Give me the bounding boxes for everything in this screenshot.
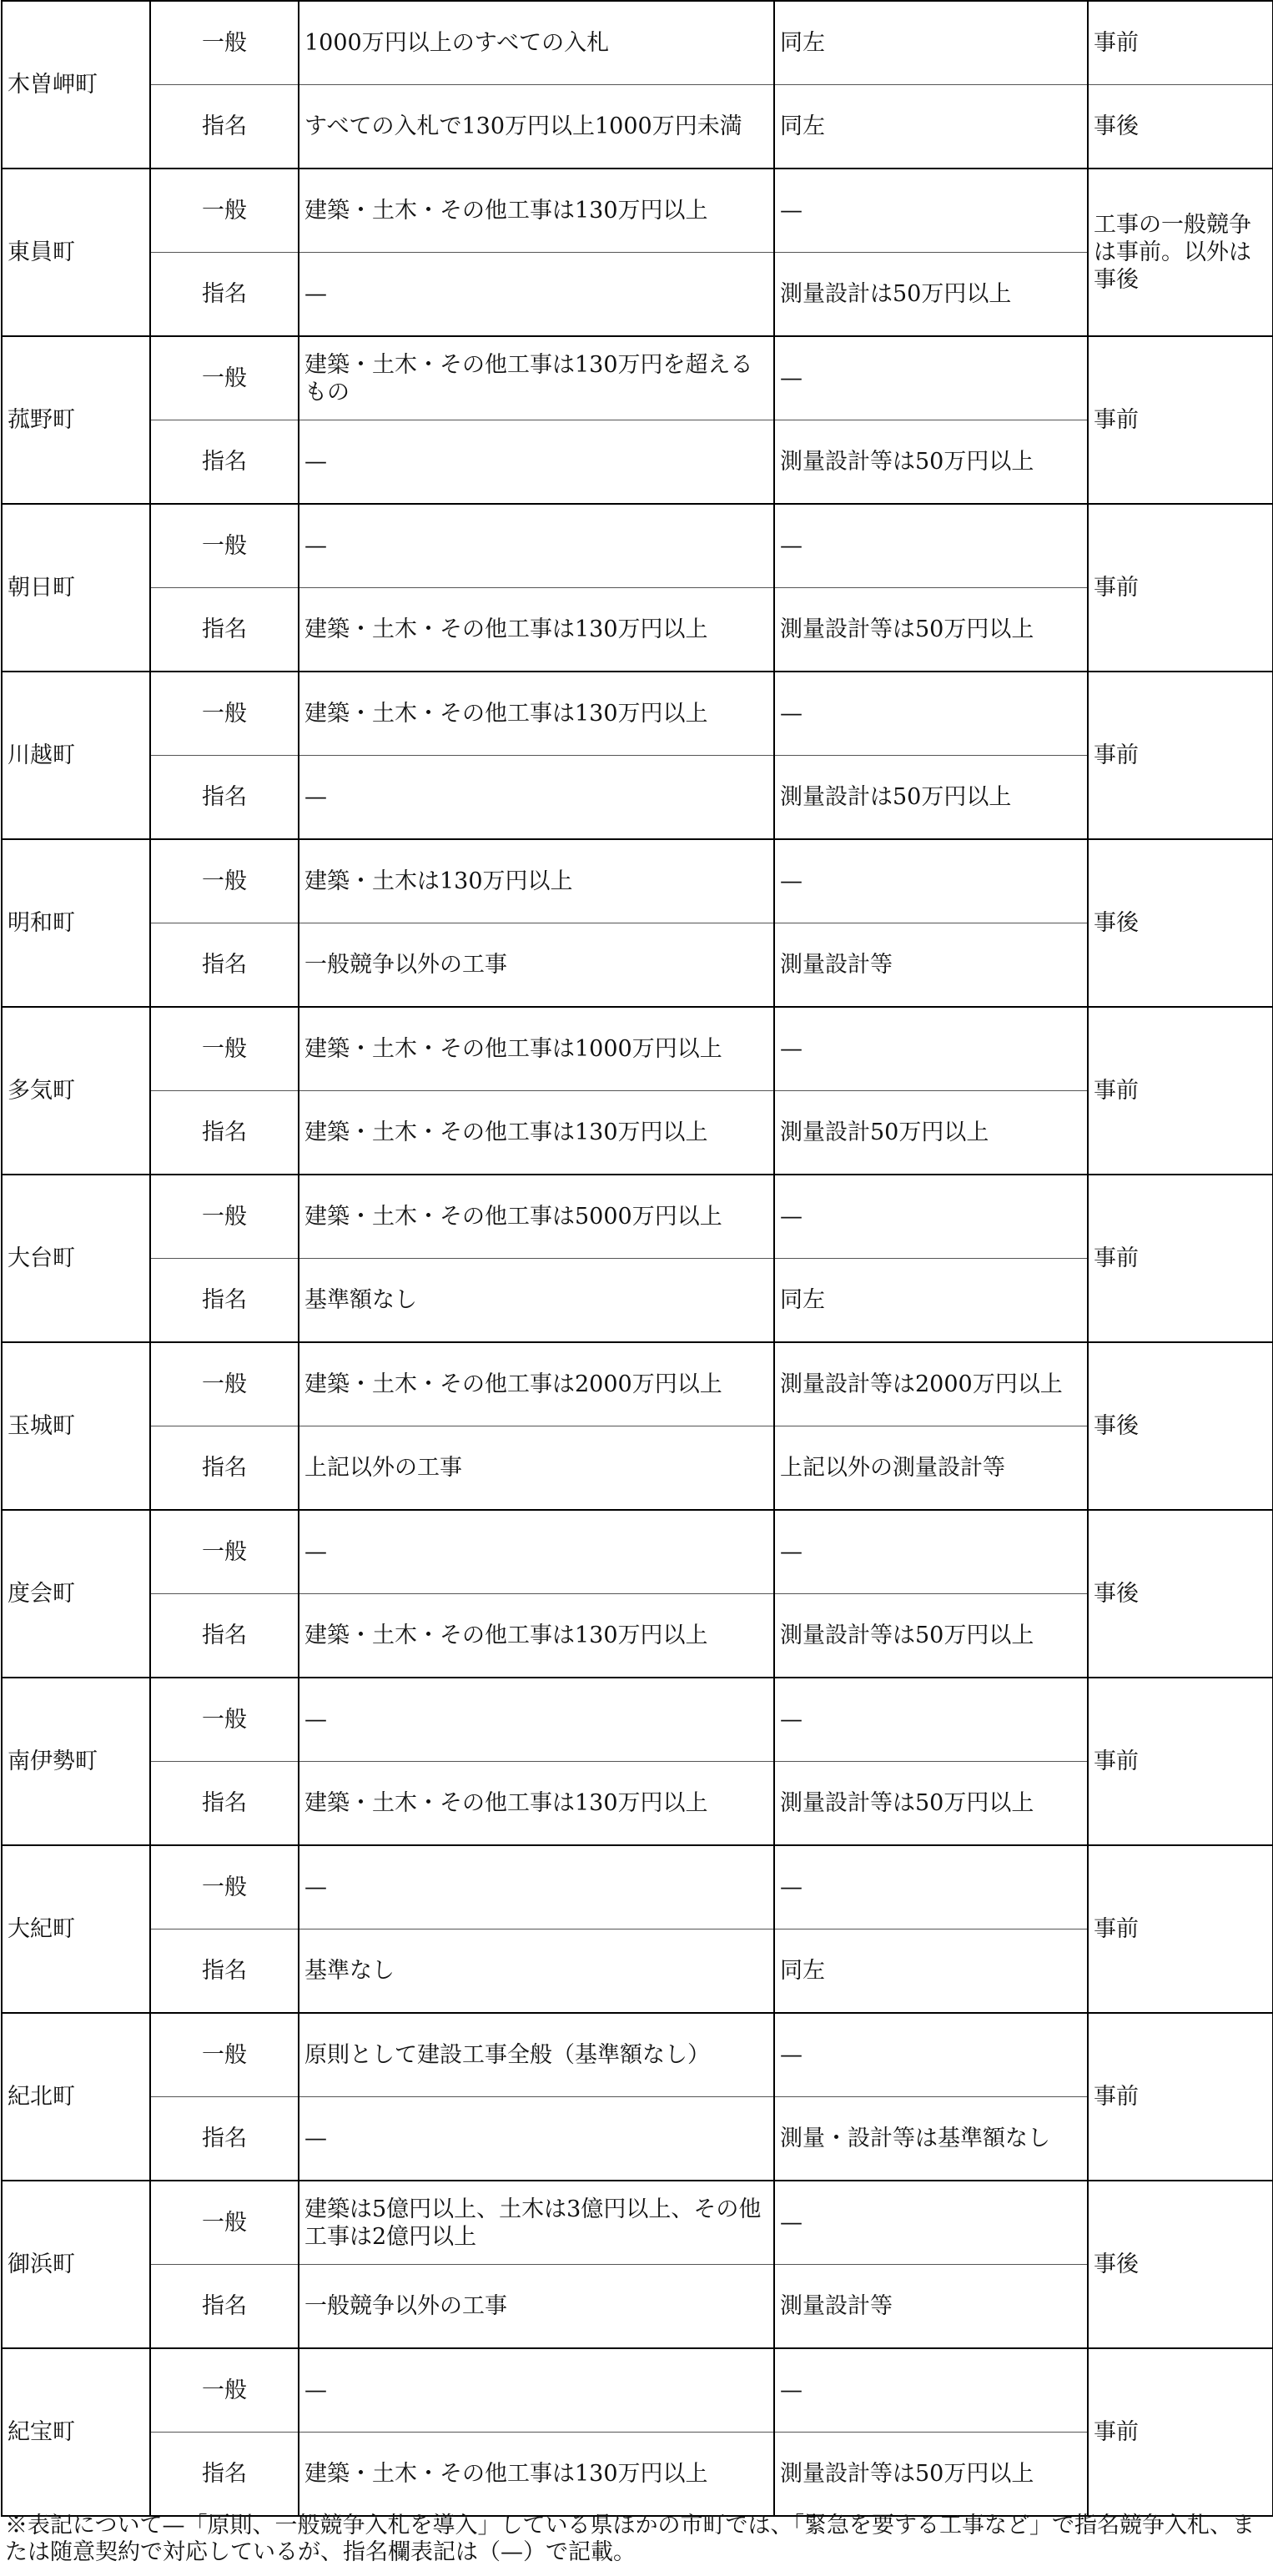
table-row (2, 336, 1273, 420)
timing: 事前 (1088, 2348, 1273, 2516)
construction-criteria: 建築・土木・その他工事は5000万円以上 (299, 1175, 774, 1259)
construction-criteria: 建築・土木・その他工事は130万円以上 (299, 588, 774, 672)
bid-type-general: 一般 (150, 2348, 299, 2433)
survey-criteria: 測量設計等は2000万円以上 (774, 1342, 1088, 1426)
town-name: 明和町 (2, 839, 150, 1007)
construction-criteria: 上記以外の工事 (299, 1426, 774, 1511)
survey-criteria: 測量設計等 (774, 2265, 1088, 2349)
bid-type-general: 一般 (150, 169, 299, 253)
town-name: 紀宝町 (2, 2348, 150, 2516)
construction-criteria: 建築・土木・その他工事は130万円以上 (299, 1762, 774, 1846)
survey-criteria: — (774, 169, 1088, 253)
bid-type-nominated: 指名 (150, 588, 299, 672)
town-name: 木曽岬町 (2, 1, 150, 169)
bid-type-general: 一般 (150, 839, 299, 923)
timing: 事前 (1088, 1, 1273, 85)
construction-criteria: — (299, 420, 774, 505)
town-name: 御浜町 (2, 2181, 150, 2348)
timing: 工事の一般競争は事前。以外は事後 (1088, 169, 1273, 336)
table-row (2, 2433, 1273, 2517)
bid-type-nominated: 指名 (150, 1259, 299, 1343)
timing: 事前 (1088, 672, 1273, 839)
timing: 事前 (1088, 1845, 1273, 2013)
bidding-table (1, 0, 1273, 2517)
town-name: 多気町 (2, 1007, 150, 1175)
table-row (2, 1762, 1273, 1846)
construction-criteria: すべての入札で130万円以上1000万円未満 (299, 85, 774, 169)
construction-criteria: 原則として建設工事全般（基準額なし） (299, 2013, 774, 2097)
table-row (2, 1342, 1273, 1426)
table-row (2, 2097, 1273, 2181)
construction-criteria: 一般競争以外の工事 (299, 923, 774, 1008)
construction-criteria: 建築・土木・その他工事は130万円以上 (299, 672, 774, 756)
construction-criteria: — (299, 1510, 774, 1594)
bid-type-nominated: 指名 (150, 420, 299, 505)
timing: 事前 (1088, 336, 1273, 504)
town-name: 菰野町 (2, 336, 150, 504)
bid-type-general: 一般 (150, 1678, 299, 1762)
table-row (2, 85, 1273, 169)
survey-criteria: — (774, 2181, 1088, 2265)
survey-criteria: 測量設計は50万円以上 (774, 756, 1088, 840)
construction-criteria: — (299, 1678, 774, 1762)
bid-type-general: 一般 (150, 1510, 299, 1594)
construction-criteria: 建築・土木・その他工事は1000万円以上 (299, 1007, 774, 1091)
construction-criteria: 建築は5億円以上、土木は3億円以上、その他工事は2億円以上 (299, 2181, 774, 2265)
construction-criteria: 一般競争以外の工事 (299, 2265, 774, 2349)
construction-criteria: — (299, 756, 774, 840)
bid-type-nominated: 指名 (150, 2097, 299, 2181)
survey-criteria: — (774, 839, 1088, 923)
town-name: 紀北町 (2, 2013, 150, 2181)
construction-criteria: 建築・土木・その他工事は2000万円以上 (299, 1342, 774, 1426)
construction-criteria: — (299, 1845, 774, 1929)
timing: 事前 (1088, 504, 1273, 672)
timing: 事前 (1088, 1007, 1273, 1175)
construction-criteria: — (299, 2348, 774, 2433)
bid-type-nominated: 指名 (150, 2265, 299, 2349)
table-row (2, 169, 1273, 253)
survey-criteria: 測量設計等は50万円以上 (774, 1594, 1088, 1678)
construction-criteria: — (299, 2097, 774, 2181)
survey-criteria: — (774, 1510, 1088, 1594)
bid-type-nominated: 指名 (150, 1594, 299, 1678)
survey-criteria: 測量設計等は50万円以上 (774, 420, 1088, 505)
timing: 事前 (1088, 1678, 1273, 1845)
survey-criteria: 測量設計50万円以上 (774, 1091, 1088, 1175)
construction-criteria: 建築・土木・その他工事は130万円以上 (299, 2433, 774, 2517)
bid-type-general: 一般 (150, 672, 299, 756)
bid-type-nominated: 指名 (150, 756, 299, 840)
town-name: 東員町 (2, 169, 150, 336)
bid-type-nominated: 指名 (150, 253, 299, 337)
bid-type-general: 一般 (150, 1845, 299, 1929)
bid-type-general: 一般 (150, 336, 299, 420)
table-row (2, 1510, 1273, 1594)
survey-criteria: — (774, 2348, 1088, 2433)
timing: 事後 (1088, 839, 1273, 1007)
town-name: 南伊勢町 (2, 1678, 150, 1845)
construction-criteria: — (299, 253, 774, 337)
construction-criteria: 建築・土木・その他工事は130万円以上 (299, 1594, 774, 1678)
table-row (2, 420, 1273, 505)
construction-criteria: — (299, 504, 774, 588)
table-row (2, 923, 1273, 1008)
bid-type-general: 一般 (150, 504, 299, 588)
bid-type-general: 一般 (150, 2181, 299, 2265)
survey-criteria: 測量設計等 (774, 923, 1088, 1008)
table-row (2, 504, 1273, 588)
timing: 事後 (1088, 1510, 1273, 1678)
survey-criteria: 測量・設計等は基準額なし (774, 2097, 1088, 2181)
bid-type-nominated: 指名 (150, 1929, 299, 2014)
table-row (2, 2013, 1273, 2097)
footnote: ※表記について—「原則、一般競争入札を導入」している県ほかの市町では、「緊急を要する工事など」で指名競争入札、または随意契約で対応しているが、指名欄表記は（—）で記載。 (5, 2513, 1255, 2565)
timing: 事後 (1088, 2181, 1273, 2348)
table-row (2, 1091, 1273, 1175)
bid-type-general: 一般 (150, 2013, 299, 2097)
table-row (2, 1175, 1273, 1259)
survey-criteria: 同左 (774, 1, 1088, 85)
table-row (2, 1594, 1273, 1678)
bid-type-general: 一般 (150, 1007, 299, 1091)
survey-criteria: 測量設計等は50万円以上 (774, 1762, 1088, 1846)
table-row (2, 588, 1273, 672)
table-row (2, 672, 1273, 756)
table-row (2, 1929, 1273, 2014)
bid-type-general: 一般 (150, 1, 299, 85)
table-row (2, 1678, 1273, 1762)
town-name: 玉城町 (2, 1342, 150, 1510)
survey-criteria: — (774, 1678, 1088, 1762)
survey-criteria: 同左 (774, 85, 1088, 169)
survey-criteria: 上記以外の測量設計等 (774, 1426, 1088, 1511)
construction-criteria: 建築・土木・その他工事は130万円以上 (299, 1091, 774, 1175)
survey-criteria: 測量設計等は50万円以上 (774, 588, 1088, 672)
bid-type-nominated: 指名 (150, 1426, 299, 1511)
table-row (2, 839, 1273, 923)
construction-criteria: 建築・土木・その他工事は130万円を超えるもの (299, 336, 774, 420)
town-name: 朝日町 (2, 504, 150, 672)
bid-type-nominated: 指名 (150, 85, 299, 169)
table-row (2, 2181, 1273, 2265)
survey-criteria: — (774, 1845, 1088, 1929)
table-row (2, 2348, 1273, 2433)
town-name: 度会町 (2, 1510, 150, 1678)
bid-type-general: 一般 (150, 1342, 299, 1426)
construction-criteria: 建築・土木は130万円以上 (299, 839, 774, 923)
town-name: 川越町 (2, 672, 150, 839)
construction-criteria: 基準額なし (299, 1259, 774, 1343)
town-name: 大紀町 (2, 1845, 150, 2013)
timing: 事前 (1088, 1175, 1273, 1342)
survey-criteria: — (774, 1007, 1088, 1091)
survey-criteria: 同左 (774, 1929, 1088, 2014)
survey-criteria: — (774, 504, 1088, 588)
table-row (2, 756, 1273, 840)
timing: 事後 (1088, 1342, 1273, 1510)
table-row (2, 1007, 1273, 1091)
survey-criteria: — (774, 1175, 1088, 1259)
timing: 事後 (1088, 85, 1273, 169)
construction-criteria: 1000万円以上のすべての入札 (299, 1, 774, 85)
table-row (2, 1259, 1273, 1343)
table-row (2, 1, 1273, 85)
table-row (2, 2265, 1273, 2349)
bid-type-general: 一般 (150, 1175, 299, 1259)
table-row (2, 253, 1273, 337)
timing: 事前 (1088, 2013, 1273, 2181)
construction-criteria: 基準なし (299, 1929, 774, 2014)
survey-criteria: 測量設計は50万円以上 (774, 253, 1088, 337)
bid-type-nominated: 指名 (150, 923, 299, 1008)
survey-criteria: — (774, 2013, 1088, 2097)
table-row (2, 1845, 1273, 1929)
town-name: 大台町 (2, 1175, 150, 1342)
table-row (2, 1426, 1273, 1511)
bid-type-nominated: 指名 (150, 2433, 299, 2517)
survey-criteria: 測量設計等は50万円以上 (774, 2433, 1088, 2517)
survey-criteria: — (774, 672, 1088, 756)
survey-criteria: — (774, 336, 1088, 420)
bid-type-nominated: 指名 (150, 1091, 299, 1175)
construction-criteria: 建築・土木・その他工事は130万円以上 (299, 169, 774, 253)
survey-criteria: 同左 (774, 1259, 1088, 1343)
bid-type-nominated: 指名 (150, 1762, 299, 1846)
